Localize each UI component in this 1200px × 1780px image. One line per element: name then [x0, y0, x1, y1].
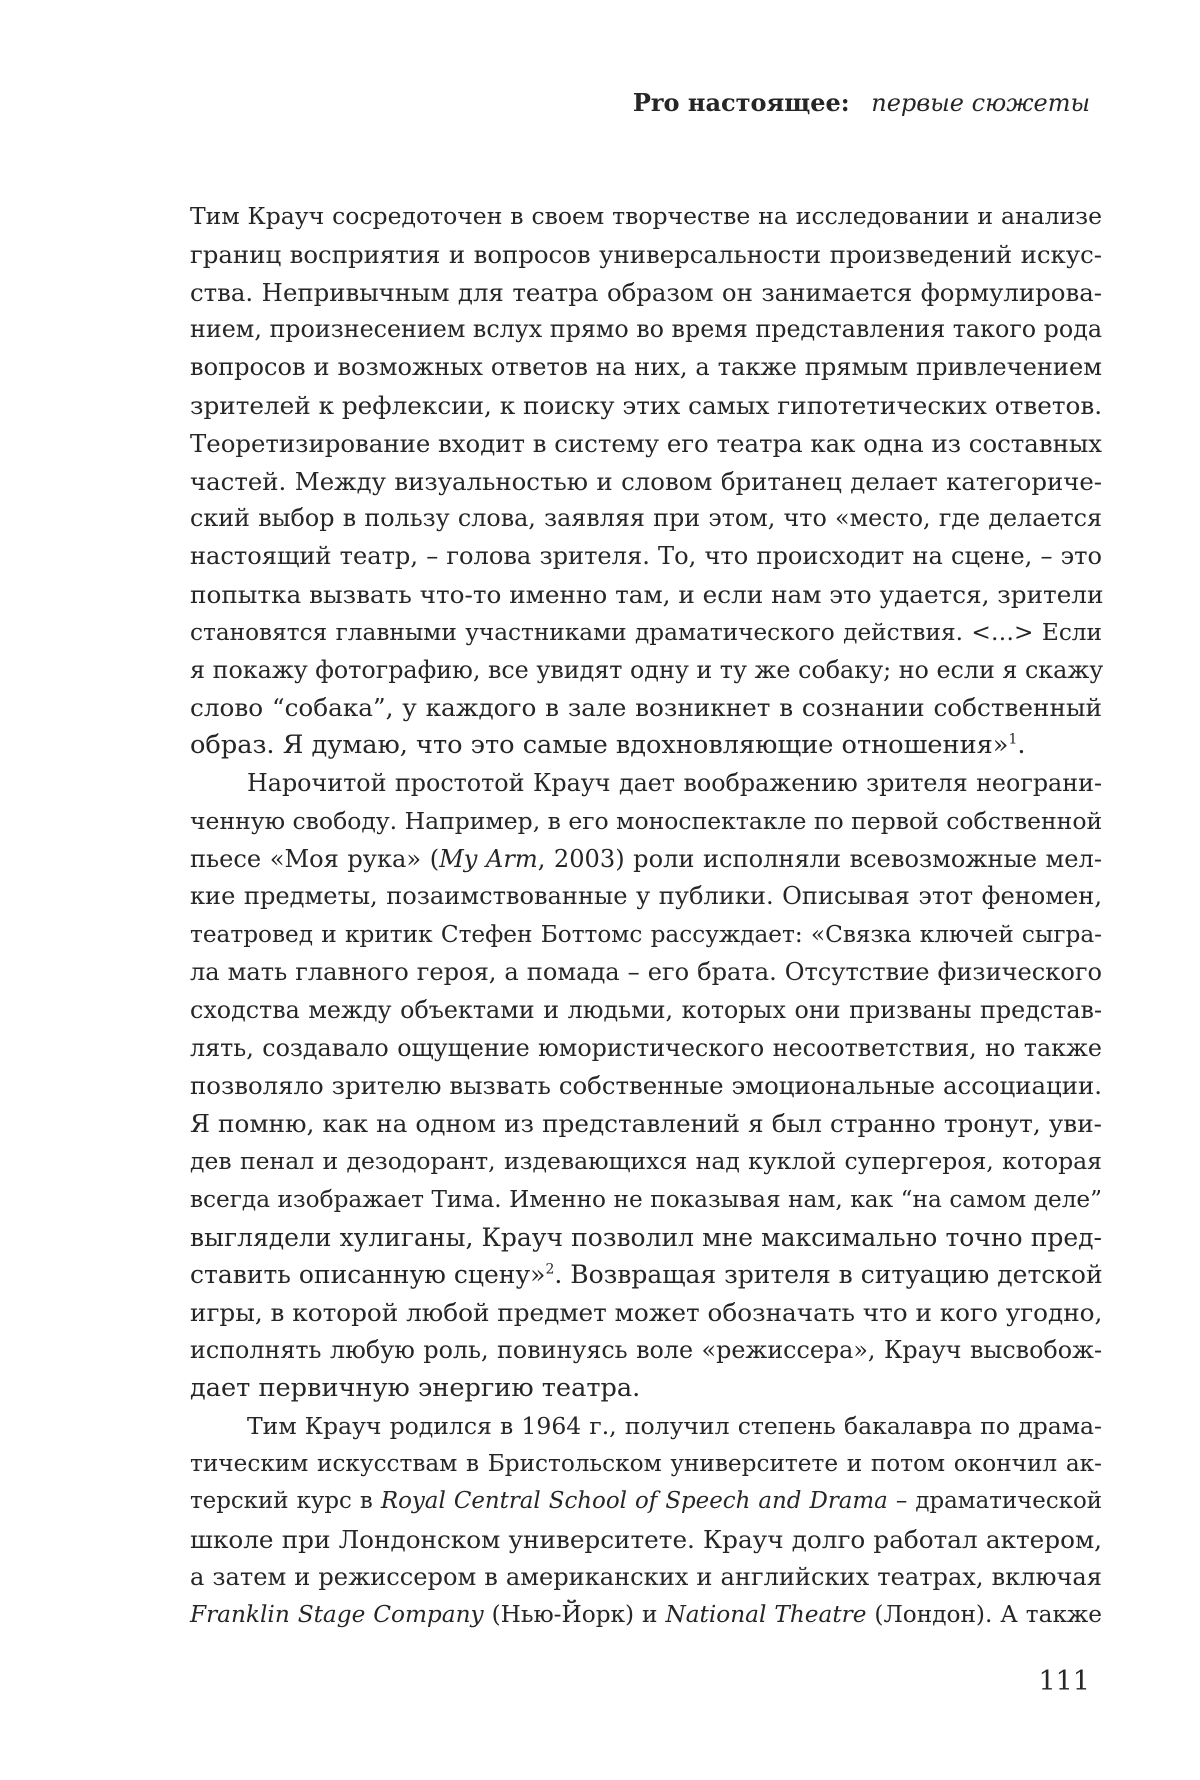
line-text: всегда изображает Тима. Именно не показывая нам, как “на самом деле”	[190, 1185, 1102, 1213]
line-text: Теоретизирование входит в систему его театра как одна из составных	[190, 428, 1102, 458]
text-line	[190, 274, 1102, 312]
text-line	[190, 1521, 1102, 1559]
text-line	[190, 236, 1102, 274]
line-text: (Нью-Йорк) и	[483, 1601, 666, 1629]
line-text: становятся главными участниками драматического действия. <…> Если	[190, 618, 1102, 646]
text-line	[190, 992, 1102, 1030]
text-line	[190, 198, 1102, 236]
line-text: попытка вызвать что-то именно там, и если нам это удается, зрители	[190, 579, 1104, 609]
text-line	[190, 765, 1102, 803]
text-line	[190, 1483, 1102, 1521]
line-text: дает первичную энергию театра.	[190, 1372, 641, 1403]
italic-title: My Arm	[439, 844, 538, 873]
text-line	[190, 1559, 1102, 1597]
text-line	[190, 538, 1102, 576]
line-text: . Возвращая зрителя в ситуацию детской	[554, 1260, 1103, 1290]
text-line	[190, 1030, 1102, 1068]
text-line	[190, 614, 1102, 652]
text-line	[190, 1294, 1102, 1332]
line-text: слово “собака”, у каждого в зале возникнет в сознании собственный	[190, 693, 1102, 723]
line-text: ла мать главного героя, а помада – его брата. Отсутствие физического	[190, 957, 1102, 986]
line-text: Нарочитой простотой Крауч дает воображению зрителя неограни-	[247, 768, 1102, 797]
text-line	[190, 1105, 1102, 1143]
line-text: терский курс в	[190, 1488, 381, 1515]
text-line	[190, 954, 1102, 992]
text-line	[190, 689, 1102, 727]
line-text: исполнять любую роль, повинуясь воле «режиссера», Крауч высвобож-	[190, 1335, 1102, 1364]
footnote-marker[interactable]: 1	[1008, 731, 1018, 748]
header-title: Pro настоящее:	[632, 88, 850, 117]
line-text: выглядели хулиганы, Крауч позволил мне максимально точно пред-	[190, 1222, 1102, 1252]
text-line	[190, 576, 1102, 614]
line-text: я покажу фотографию, все увидят одну и ту же собаку; но если я скажу	[190, 655, 1104, 684]
text-line	[190, 387, 1102, 425]
text-line	[190, 349, 1102, 387]
text-line	[190, 1445, 1102, 1483]
text-line	[190, 1143, 1102, 1181]
line-text: границ восприятия и вопросов универсальности произведений искус-	[190, 239, 1102, 269]
line-text: .	[1017, 730, 1026, 761]
line-text: театровед и критик Стефен Боттомс рассуждает: «Связка ключей сыгра-	[190, 921, 1102, 949]
line-text: (Лондон). А также	[866, 1601, 1102, 1629]
line-text: школе при Лондонском университете. Крауч долго работал актером,	[190, 1524, 1102, 1554]
text-line	[190, 500, 1102, 538]
line-text: , 2003) роли исполняли всевозможные мел-	[537, 844, 1102, 873]
page-number: 111	[1038, 1666, 1090, 1697]
line-text: частей. Между визуальностью и словом британец делает категориче-	[190, 466, 1102, 496]
line-text: зрителей к рефлексии, к поиску этих самых гипотетических ответов.	[190, 390, 1103, 420]
italic-title: Royal Central School of Speech and Drama	[380, 1488, 888, 1515]
line-text: Тим Крауч сосредоточен в своем творчестве на исследовании и анализе	[190, 202, 1102, 230]
line-text: настоящий театр, – голова зрителя. То, что происходит на сцене, – это	[190, 542, 1102, 571]
line-text: ставить описанную сцену»	[190, 1260, 546, 1290]
text-line	[190, 652, 1102, 690]
body-text	[190, 198, 1102, 1634]
text-line	[190, 1332, 1102, 1370]
text-line	[190, 916, 1102, 954]
line-text: ченную свободу. Например, в его моноспектакле по первой собственной	[190, 806, 1103, 835]
text-line	[190, 425, 1102, 463]
text-line	[190, 878, 1102, 916]
text-line	[190, 1181, 1102, 1219]
line-text: Тим Крауч родился в 1964 г., получил степень бакалавра по драма-	[247, 1411, 1102, 1440]
italic-title: Franklin Stage Company	[190, 1601, 484, 1629]
text-line	[190, 1067, 1102, 1105]
footnote-marker[interactable]: 2	[545, 1261, 555, 1278]
line-text: – драматической	[887, 1488, 1102, 1515]
text-line	[190, 803, 1102, 841]
line-text: игры, в которой любой предмет может обозначать что и кого угодно,	[190, 1298, 1103, 1328]
text-line	[190, 1408, 1102, 1446]
line-text: тическим искусствам в Бристольском университете и потом окончил ак-	[190, 1450, 1102, 1478]
line-text: ский выбор в пользу слова, заявляя при этом, что «место, где делается	[190, 504, 1102, 533]
line-text: образ. Я думаю, что это самые вдохновляющие отношения»	[190, 730, 1009, 761]
line-text: а затем и режиссером в американских и английских театрах, включая	[190, 1562, 1102, 1591]
line-text: сходства между объектами и людьми, которых они призваны представ-	[190, 995, 1102, 1024]
line-text: вопросов и возможных ответов на них, а также прямым привлечением	[190, 353, 1102, 382]
text-line	[190, 1219, 1102, 1257]
line-text: пьесе «Моя рука» (	[190, 844, 440, 873]
line-text: дев пенал и дезодорант, издевающихся над куклой супергероя, которая	[190, 1146, 1102, 1175]
text-line	[190, 1596, 1102, 1634]
text-line	[190, 841, 1102, 879]
line-text: кие предметы, позаимствованные у публики. Описывая этот феномен,	[190, 882, 1102, 911]
text-line	[190, 311, 1102, 349]
text-line	[190, 1370, 1102, 1408]
text-line	[190, 727, 1102, 765]
text-line	[190, 463, 1102, 501]
italic-title: National Theatre	[665, 1601, 867, 1629]
line-text: Я помню, как на одном из представлений я был странно тронут, уви-	[190, 1109, 1102, 1139]
line-text: нием, произнесением вслух прямо во время представления такого рода	[190, 315, 1103, 344]
line-text: лять, создавало ощущение юмористического несоответствия, но также	[190, 1033, 1102, 1062]
running-header	[633, 88, 1090, 118]
line-text: ства. Непривычным для театра образом он занимается формулирова-	[190, 277, 1102, 307]
header-subtitle: первые сюжеты	[871, 89, 1090, 117]
line-text: позволяло зрителю вызвать собственные эмоциональные ассоциации.	[190, 1071, 1102, 1101]
text-line	[190, 1256, 1102, 1294]
